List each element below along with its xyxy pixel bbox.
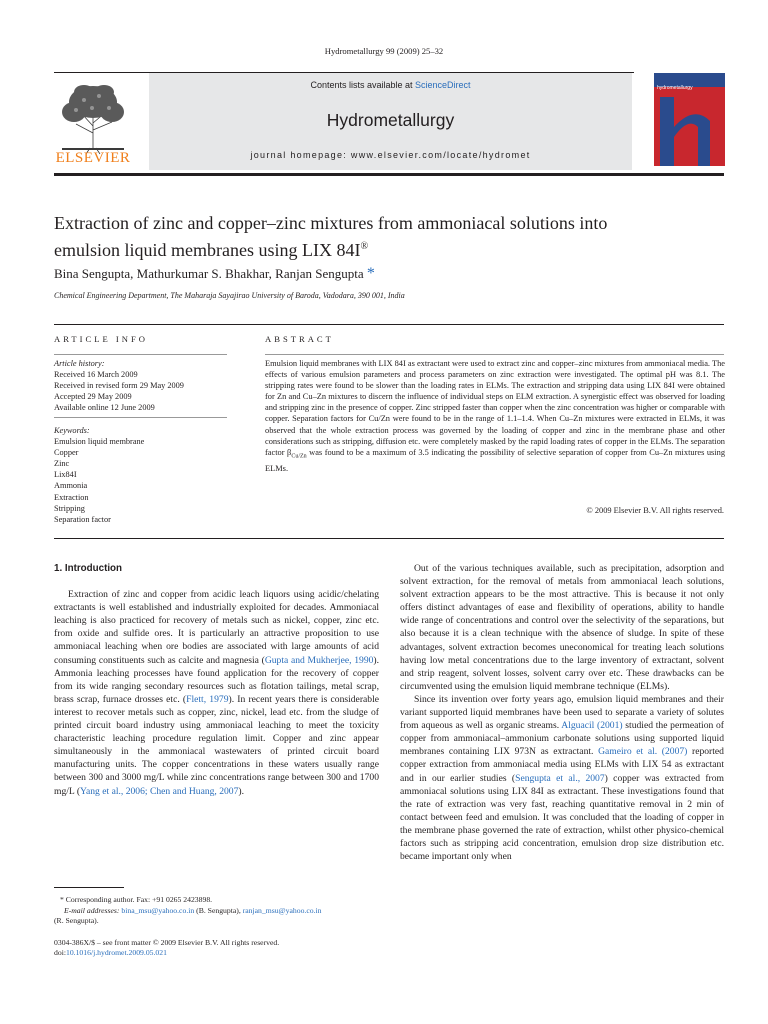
doi-label: doi: — [54, 948, 66, 958]
abstract-body: Emulsion liquid membranes with LIX 84I as extractant were used to extract zinc and copper–zinc mixtures from ammoniacal media. The effects of various emulsion parameters and process parameters on zinc extraction were investigated. The optimal pH was 8.1. The stripping rates were found to be slower than the loading rates in ELMs. The extraction and stripping data using LIX 84I were obtained for Zn and Cu–Zn mixtures to discern the influence of individual steps on ELM extraction. A synergistic effect was observed for loading and stripping zinc in the presence of copper. Zinc stripped faster than copper when the zinc concentration was higher or comparable with copper. Separation factors for Cu/Zn were found to be in the range of 1.1–1.4. When Cu–Zn mixtures were extracted in ELMs, it was observed that the whole extraction process was governed by the loading of copper and zinc in the membrane phase and other considerations such as stripping, diffusion etc. were completely masked by the rapid loading rates of copper in the ELMs. The separation factor — [265, 359, 725, 457]
email-label: E-mail addresses: — [64, 905, 122, 915]
article-info-rule — [54, 354, 227, 355]
author-list: Bina Sengupta, Mathurkumar S. Bhakhar, Ranjan Sengupta — [54, 266, 364, 281]
reference-link[interactable]: Flett, 1979 — [186, 693, 229, 705]
reference-link[interactable]: Gameiro et al. (2007) — [598, 746, 688, 758]
history-online: Available online 12 June 2009 — [54, 403, 155, 413]
corresponding-author-mark[interactable]: * — [366, 265, 375, 282]
cover-title: hydrometallurgy — [657, 85, 693, 91]
footnote-star: * — [60, 895, 66, 904]
authors — [54, 265, 375, 283]
abstract-copyright: © 2009 Elsevier B.V. All rights reserved. — [586, 506, 724, 515]
journal-name: Hydrometallurgy — [326, 110, 455, 130]
right-column — [400, 562, 724, 863]
article-title — [54, 212, 704, 262]
abstract-rule — [265, 354, 724, 355]
title-divider — [54, 324, 724, 325]
registered-mark: ® — [360, 241, 369, 252]
cover-h-graphic — [654, 87, 725, 166]
text-run: Since its invention over forty years ago, emulsion liquid membranes and their variant supported liquid membranes have been used to separate a variety of solutes from aqueous as well as organic streams. — [400, 693, 724, 732]
email-link-1[interactable]: bina_msu@yahoo.co.in — [121, 905, 195, 915]
keyword-item: Lix84I — [54, 470, 77, 480]
title-line-2: emulsion liquid membranes using LIX 84I — [54, 240, 361, 260]
reference-link[interactable]: Alguacil (2001) — [561, 720, 623, 732]
footnotes — [54, 895, 379, 959]
article-history — [54, 358, 229, 413]
keyword-item: Separation factor — [54, 514, 111, 524]
intro-paragraph-1 — [54, 588, 379, 798]
email-name-2: (R. Sengupta). — [54, 916, 99, 926]
keyword-item: Copper — [54, 448, 79, 458]
abstract-text — [265, 358, 725, 474]
history-accepted: Accepted 29 May 2009 — [54, 392, 132, 402]
keyword-item: Emulsion liquid membrane — [54, 437, 145, 447]
header-bottom-rule — [54, 173, 724, 176]
history-label: Article history: — [54, 359, 105, 368]
abstract-heading: ABSTRACT — [265, 334, 334, 344]
keyword-item: Stripping — [54, 503, 85, 513]
keywords-label: Keywords: — [54, 426, 90, 435]
keyword-item: Zinc — [54, 459, 70, 469]
reference-link[interactable]: Gupta and Mukherjee, 1990 — [264, 654, 374, 666]
publisher-wordmark: ELSEVIER — [55, 150, 131, 166]
abstract-body-end: was found to be a maximum of 3.5 indicating the possibility of selective separation of copper from Cu–Zn mixtures using ELMs. — [265, 447, 726, 473]
corresponding-author-note: Corresponding author. Fax: +91 0265 2423898. — [65, 895, 213, 904]
text-run: ) copper was extracted from ammoniacal solutions using LIX 84I as extractant. These investigations found that the rate of extraction was very fast, reaching quantitative removal in 2 min of contact between feed and emulsion. It was concluded that the loading of copper in the membrane phase governed the rate of extraction, whilst other physico-chemical factors such as stripping acid concentration, emulsion drop size distribution etc. became important only when — [400, 772, 725, 863]
text-run: reported copper extraction from ammoniacal media using ELMs with LIX 54 as extractant and in our earlier studies ( — [400, 746, 724, 784]
doi-link[interactable]: 10.1016/j.hydromet.2009.05.021 — [65, 948, 167, 958]
intro-paragraph-3 — [400, 693, 724, 863]
title-line-1: Extraction of zinc and copper–zinc mixtures from ammoniacal solutions into — [54, 213, 608, 233]
text-run: ). — [238, 785, 244, 797]
contents-prefix: Contents lists available at — [310, 80, 416, 90]
email-link-2[interactable]: ranjan_msu@yahoo.co.in — [242, 905, 322, 915]
beta-subscript: Cu/Zn — [291, 453, 307, 460]
running-head: Hydrometallurgy 99 (2009) 25–32 — [324, 46, 444, 56]
abstract-divider — [54, 538, 724, 539]
history-received: Received 16 March 2009 — [54, 370, 138, 380]
journal-homepage[interactable]: journal homepage: www.elsevier.com/locate/hydromet — [250, 150, 531, 160]
intro-paragraph-2: Out of the various techniques available, such as precipitation, adsorption and solvent extraction, for the removal of metals from ammoniacal leach solutions, solvent extraction appears to be the most attractive. This is because it not only offers distinct advantages of ease and flexibility of operations, ability to handle wide range of concentrations and control over the selectivity of the separations, but also because it is a clean technique with the absence of sludge. In spite of these advantages, solvent extraction becomes uneconomical for treating leach solutions having low metal concentrations due to the large inventory of extractant, solvent and strip reagent, solvent losses, solvent carry over etc. These drawbacks can be circumvented using the emulsion liquid membrane technique (ELMs). — [400, 563, 724, 692]
keywords — [54, 425, 229, 525]
beta-symbol: β — [287, 447, 292, 457]
reference-link[interactable]: Yang et al., 2006; Chen and Huang, 2007 — [80, 785, 239, 797]
section-heading-introduction: 1. Introduction — [54, 563, 123, 574]
affiliation: Chemical Engineering Department, The Maharaja Sayajirao University of Baroda, Vadodara, 390 001, India — [54, 291, 405, 300]
text-run: ). Ammonia leaching processes have found application for the recovery of copper from its wide ranging secondary resources such as flotation tailings, metal scrap, brass scrap, furnace drosses etc. ( — [54, 654, 380, 705]
sciencedirect-link[interactable]: ScienceDirect — [415, 80, 471, 90]
issn-line: 0304-386X/$ – see front matter © 2009 Elsevier B.V. All rights reserved. — [54, 937, 280, 947]
keyword-item: Ammonia — [54, 481, 88, 491]
journal-cover-image — [654, 73, 725, 166]
left-column — [54, 562, 379, 798]
text-run: Extraction of zinc and copper from acidic leach liquors using acidic/chelating extractants is well established and industrially exploited for decades. Ammoniacal leaching is also practiced for recovery of metals such as nickel, copper, zinc etc. from oxide and sulfide ores. It is particularly an attractive proposition to use ammoniacal leaching when ore bodies are associated with large amounts of acid consuming constituents such as calcite and magnesia ( — [54, 589, 379, 666]
article-info-heading: ARTICLE INFO — [54, 334, 148, 344]
history-revised: Received in revised form 29 May 2009 — [54, 381, 184, 391]
text-run: studied the permeation of copper from ammoniacal–ammonium carbonate solutions using supported liquid membranes containing LIX 973N as extractant. — [400, 720, 724, 758]
keyword-item: Extraction — [54, 492, 89, 502]
email-name-1: (B. Sengupta), — [194, 905, 243, 915]
reference-link[interactable]: Sengupta et al., 2007 — [515, 772, 605, 784]
contents-line — [149, 80, 632, 90]
footnote-rule — [54, 887, 124, 888]
text-run: ). In recent years there is considerable interest to recover metals such as copper, zinc, nickel, lead etc. from the sludge of printed circuit board industry using ammoniacal leaching to meet the toxicity characteristic leaching procedure regulation limit. Copper and zinc appear simultaneously in the ammoniacal wastewaters of printed circuit board manufacturing units. The copper concentrations in these waters usually range between 300 and 3000 mg/L while zinc concentrations range between 300 and 1700 mg/L ( — [54, 693, 379, 797]
keywords-rule — [54, 417, 227, 418]
